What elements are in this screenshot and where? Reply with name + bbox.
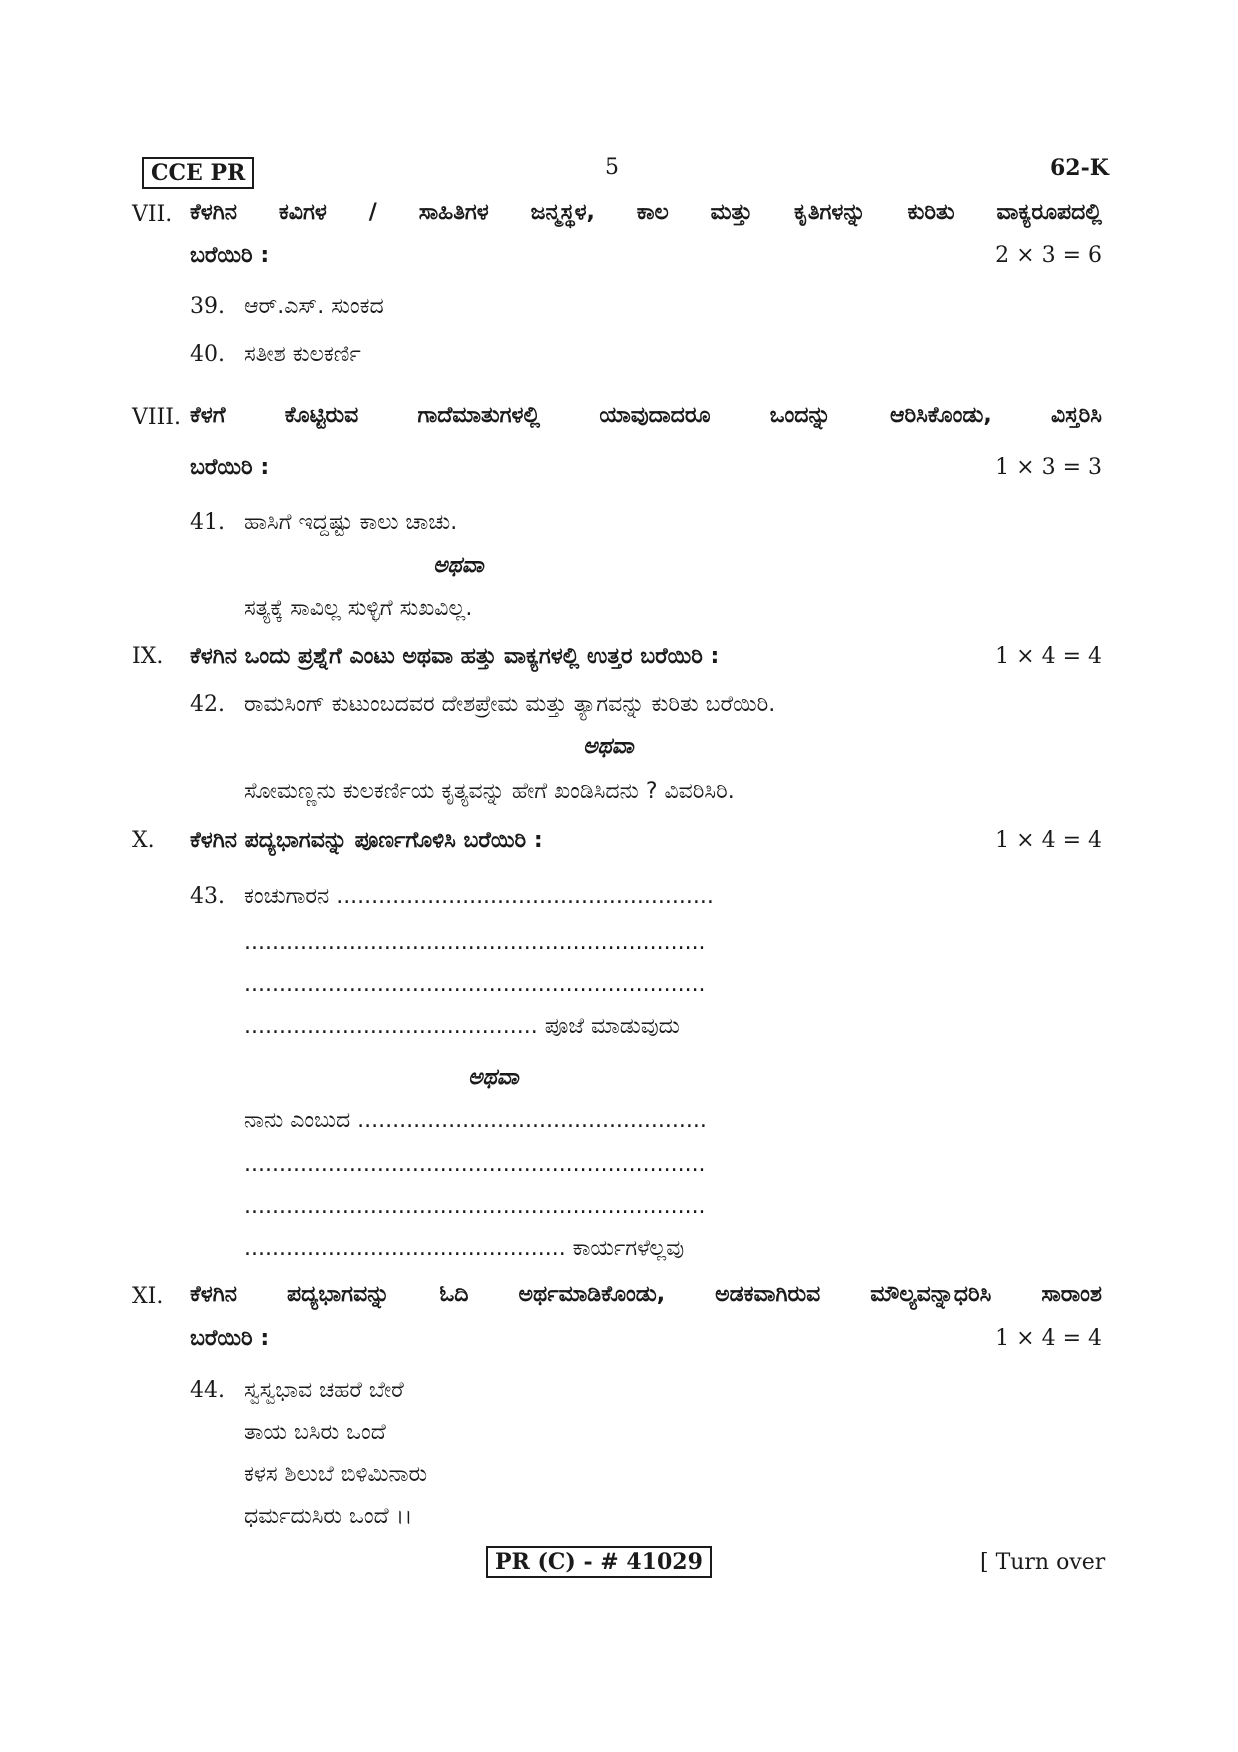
question-43-line-1: ಕಂಚುಗಾರನ ...................................................... <box>244 884 714 909</box>
question-43-alt-line-1: ನಾನು ಎಂಬುದ .................................................. <box>244 1108 707 1133</box>
question-42-alternative: ಸೋಮಣ್ಣನು ಕುಲಕರ್ಣಿಯ ಕೃತ್ಯವನ್ನು ಹೇಗೆ ಖಂಡಿಸಿದನು ? ವಿವರಿಸಿರಿ. <box>244 779 735 804</box>
question-42-number: 42. <box>190 692 225 717</box>
question-44-line-4: ಧರ್ಮದುಸಿರು ಒಂದೆ ।। <box>244 1504 413 1529</box>
question-39-number: 39. <box>190 294 225 319</box>
header-badge: CCE PR <box>142 157 254 189</box>
section-vii-number: VII. <box>132 202 173 227</box>
section-x-instruction: ಕೆಳಗಿನ ಪದ್ಯಭಾಗವನ್ನು ಪೂರ್ಣಗೊಳಿಸಿ ಬರೆಯಿರಿ : <box>190 828 543 853</box>
section-xi-marks: 1 × 4 = 4 <box>995 1326 1102 1351</box>
section-vii-marks: 2 × 3 = 6 <box>995 243 1102 268</box>
section-viii-marks: 1 × 3 = 3 <box>995 455 1102 480</box>
question-44-number: 44. <box>190 1378 225 1403</box>
question-43-alt-line-4: .............................................. ಕಾರ್ಯಗಳೆಲ್ಲವು <box>244 1236 685 1261</box>
section-x-number: X. <box>132 828 155 853</box>
question-42-or: ಅಥವಾ <box>583 734 634 759</box>
question-43-line-3: .................................................................. <box>244 972 706 997</box>
question-41-alternative: ಸತ್ಯಕ್ಕೆ ಸಾವಿಲ್ಲ ಸುಳ್ಳಿಗೆ ಸುಖವಿಲ್ಲ. <box>244 596 473 621</box>
section-viii-instruction-cont: ಬರೆಯಿರಿ : <box>190 455 270 480</box>
section-x-marks: 1 × 4 = 4 <box>995 828 1102 853</box>
question-43-alt-line-3: .................................................................. <box>244 1194 706 1219</box>
turn-over-note: [ Turn over <box>980 1550 1106 1575</box>
page-number: 5 <box>605 155 619 180</box>
section-ix-instruction: ಕೆಳಗಿನ ಒಂದು ಪ್ರಶ್ನೆಗೆ ಎಂಟು ಅಥವಾ ಹತ್ತು ವಾಕ್ಯಗಳಲ್ಲಿ ಉತ್ತರ ಬರೆಯಿರಿ : <box>190 644 720 669</box>
question-44-line-3: ಕಳಸ ಶಿಲುಬೆ ಬಿಳಿಮಿನಾರು <box>244 1462 428 1487</box>
section-viii-instruction: ಕೆಳಗೆ ಕೊಟ್ಟಿರುವ ಗಾದೆಮಾತುಗಳಲ್ಲಿ ಯಾವುದಾದರೂ ಒಂದನ್ನು ಆರಿಸಿಕೊಂಡು, ವಿಸ್ತರಿಸಿ <box>190 403 1102 428</box>
section-ix-number: IX. <box>132 644 164 669</box>
question-44-line-2: ತಾಯ ಬಸಿರು ಒಂದೆ <box>244 1420 386 1445</box>
question-41-text: ಹಾಸಿಗೆ ಇದ್ದಷ್ಟು ಕಾಲು ಚಾಚು. <box>244 510 458 535</box>
question-43-alt-line-2: .................................................................. <box>244 1152 706 1177</box>
question-43-number: 43. <box>190 884 225 909</box>
question-41-or: ಅಥವಾ <box>433 553 484 578</box>
question-41-number: 41. <box>190 510 225 535</box>
section-xi-number: XI. <box>132 1284 164 1309</box>
question-40-text: ಸತೀಶ ಕುಲಕರ್ಣಿ <box>244 342 361 367</box>
section-xi-instruction-cont: ಬರೆಯಿರಿ : <box>190 1326 270 1351</box>
section-viii-number: VIII. <box>132 405 181 430</box>
question-43-or: ಅಥವಾ <box>468 1065 519 1090</box>
section-vii-instruction-cont: ಬರೆಯಿರಿ : <box>190 243 270 268</box>
question-43-line-4: .......................................... ಪೂಜೆ ಮಾಡುವುದು <box>244 1014 680 1039</box>
question-42-text: ರಾಮಸಿಂಗ್ ಕುಟುಂಬದವರ ದೇಶಪ್ರೇಮ ಮತ್ತು ತ್ಯಾಗವನ್ನು ಕುರಿತು ಬರೆಯಿರಿ. <box>244 692 776 717</box>
section-vii-instruction: ಕೆಳಗಿನ ಕವಿಗಳ / ಸಾಹಿತಿಗಳ ಜನ್ಮಸ್ಥಳ, ಕಾಲ ಮತ್ತು ಕೃತಿಗಳನ್ನು ಕುರಿತು ವಾಕ್ಯರೂಪದಲ್ಲಿ <box>190 200 1102 225</box>
question-39-text: ಆರ್.ಎಸ್. ಸುಂಕದ <box>244 294 384 319</box>
section-ix-marks: 1 × 4 = 4 <box>995 644 1102 669</box>
section-xi-instruction: ಕೆಳಗಿನ ಪದ್ಯಭಾಗವನ್ನು ಓದಿ ಅರ್ಥಮಾಡಿಕೊಂಡು, ಅಡಕವಾಗಿರುವ ಮೌಲ್ಯವನ್ನಾಧರಿಸಿ ಸಾರಾಂಶ <box>190 1282 1102 1307</box>
question-43-line-2: .................................................................. <box>244 930 706 955</box>
question-44-line-1: ಸ್ವಸ್ವಭಾವ ಚಹರೆ ಬೇರೆ <box>244 1378 404 1403</box>
footer-code: PR (C) - # 41029 <box>486 1546 712 1578</box>
question-40-number: 40. <box>190 342 225 367</box>
paper-code: 62-K <box>1050 155 1109 181</box>
